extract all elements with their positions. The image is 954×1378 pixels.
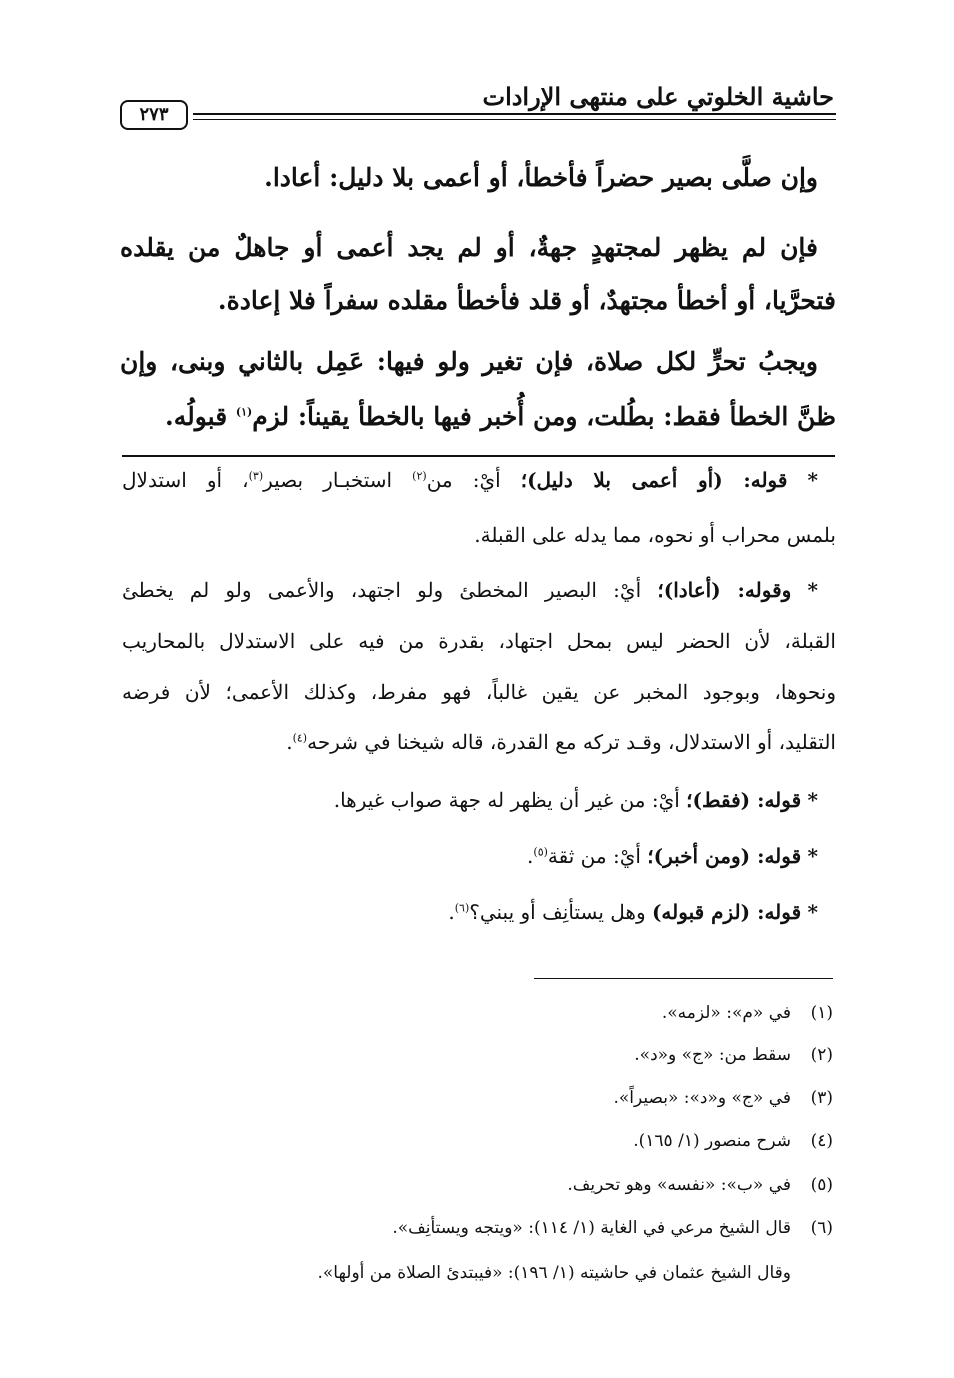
commentary-text: . <box>448 900 455 924</box>
matn-line-5-text: ظنَّ الخطأ فقط: بطُلت، ومن أُخبر فيها بالخطأ يقيناً: لزم <box>252 402 836 431</box>
footnote-text: في «ب»: «نفسه» وهو تحريف. <box>567 1175 791 1195</box>
footnote-3 <box>613 1083 833 1113</box>
bullet-star: * <box>807 844 818 868</box>
commentary-lemma: قوله: (أو أعمى بلا دليل)؛ <box>520 468 788 492</box>
footnote-number: (٥) <box>810 1175 833 1195</box>
commentary-text: التقليد، أو الاستدلال، وقـد تركه مع القدرة، قاله شيخنا في شرحه <box>307 730 836 754</box>
bullet-star: * <box>807 900 818 924</box>
footnote-ref-4: (٤) <box>292 731 308 745</box>
commentary-2-line-1 <box>122 572 818 608</box>
footnote-text: في «م»: «لزمه». <box>661 1003 791 1023</box>
footnote-6 <box>392 1213 833 1243</box>
commentary-lemma: قوله: (ومن أخبر)؛ <box>647 844 802 868</box>
matn-line-3: فتحرَّيا، أو أخطأ مجتهدٌ، أو قلد فأخطأ مقلده سفراً فلا إعادة. <box>217 286 836 315</box>
commentary-4 <box>122 838 818 874</box>
bullet-star: * <box>807 788 818 812</box>
bullet-star: * <box>807 468 818 492</box>
footnote-separator-rule <box>534 978 833 979</box>
footnote-ref-3: (٣) <box>248 469 264 483</box>
footnote-text: قال الشيخ مرعي في الغاية (١/ ١١٤): «ويتجه ويستأنِف». <box>392 1218 791 1238</box>
commentary-text: أيْ: البصير المخطئ ولو اجتهد، والأعمى ولو لم يخطئ <box>122 578 658 602</box>
header-rule <box>193 113 836 115</box>
footnote-4 <box>633 1126 833 1156</box>
matn-line-5-end: قبولُه. <box>165 402 236 431</box>
bullet-star: * <box>807 578 818 602</box>
footnote-ref-1: (١) <box>235 405 253 419</box>
footnote-text: سقط من: «ج» و«د». <box>634 1045 791 1065</box>
footnote-number: (١) <box>810 1003 833 1023</box>
footnote-text: في «ج» و«د»: «بصيراً». <box>613 1088 791 1108</box>
footnote-number: (٢) <box>810 1045 833 1065</box>
matn-line-5 <box>120 397 836 437</box>
footnote-5 <box>567 1170 833 1200</box>
matn-line-2: فإن لم يظهر لمجتهدٍ جهةٌ، أو لم يجد أعمى أو جاهلٌ من يقلده <box>120 233 818 262</box>
commentary-2-line-2: القبلة، لأن الحضر ليس بمحل اجتهاد، بقدرة من فيه على الاستدلال بالمحاريب <box>122 629 836 653</box>
footnote-number: (٦) <box>810 1218 833 1238</box>
commentary-text: وهل يستأنِف أو يبني؟ <box>469 900 652 924</box>
commentary-1-line-1 <box>122 462 818 498</box>
commentary-text: أيْ: من <box>426 468 521 492</box>
running-title: حاشية الخلوتي على منتهى الإرادات <box>482 82 834 111</box>
commentary-text: أيْ: من ثقة <box>547 844 648 868</box>
commentary-lemma: قوله: (لزم قبوله) <box>651 900 802 924</box>
footnote-number: (٣) <box>810 1088 833 1108</box>
footnote-6-continuation: وقال الشيخ عثمان في حاشيته (١/ ١٩٦): «فيبتدئ الصلاة من أولها». <box>317 1263 791 1283</box>
footnote-number: (٤) <box>810 1131 833 1151</box>
commentary-lemma: قوله: (فقط)؛ <box>686 788 802 812</box>
matn-line-1: وإن صلَّى بصير حضراً فأخطأ، أو أعمى بلا دليل: أعادا. <box>264 163 818 192</box>
commentary-text: أيْ: من غير أن يظهر له جهة صواب غيرها. <box>333 788 687 812</box>
footnote-ref-6: (٦) <box>454 901 470 915</box>
page-number: ٢٧٣ <box>120 100 188 130</box>
commentary-3 <box>122 782 818 818</box>
commentary-1-line-2: بلمس محراب أو نحوه، مما يدله على القبلة. <box>474 523 836 547</box>
commentary-text: استخبـار بصير <box>263 468 413 492</box>
commentary-text: ، أو استدلال <box>122 468 249 492</box>
footnote-ref-2: (٢) <box>412 469 427 483</box>
footnote-ref-5: (٥) <box>533 845 548 859</box>
footnote-1 <box>662 998 833 1028</box>
footnote-text: شرح منصور (١/ ١٦٥). <box>633 1131 791 1151</box>
header-rule-thin <box>193 119 836 120</box>
matn-separator-rule <box>122 455 835 457</box>
commentary-text: . <box>527 844 534 868</box>
commentary-5 <box>122 894 818 930</box>
commentary-lemma: وقوله: (أعادا)؛ <box>657 578 792 602</box>
matn-line-4: ويجبُ تحرٍّ لكل صلاة، فإن تغير ولو فيها: عَمِل بالثاني وبنى، وإن <box>120 347 818 376</box>
footnote-2 <box>634 1040 833 1070</box>
commentary-2-line-3: ونحوها، وبوجود المخبر عن يقين غالباً، فهو مفرط، وكذلك الأعمى؛ لأن فرضه <box>122 680 836 704</box>
commentary-2-line-4 <box>122 724 836 760</box>
commentary-text: . <box>286 730 293 754</box>
